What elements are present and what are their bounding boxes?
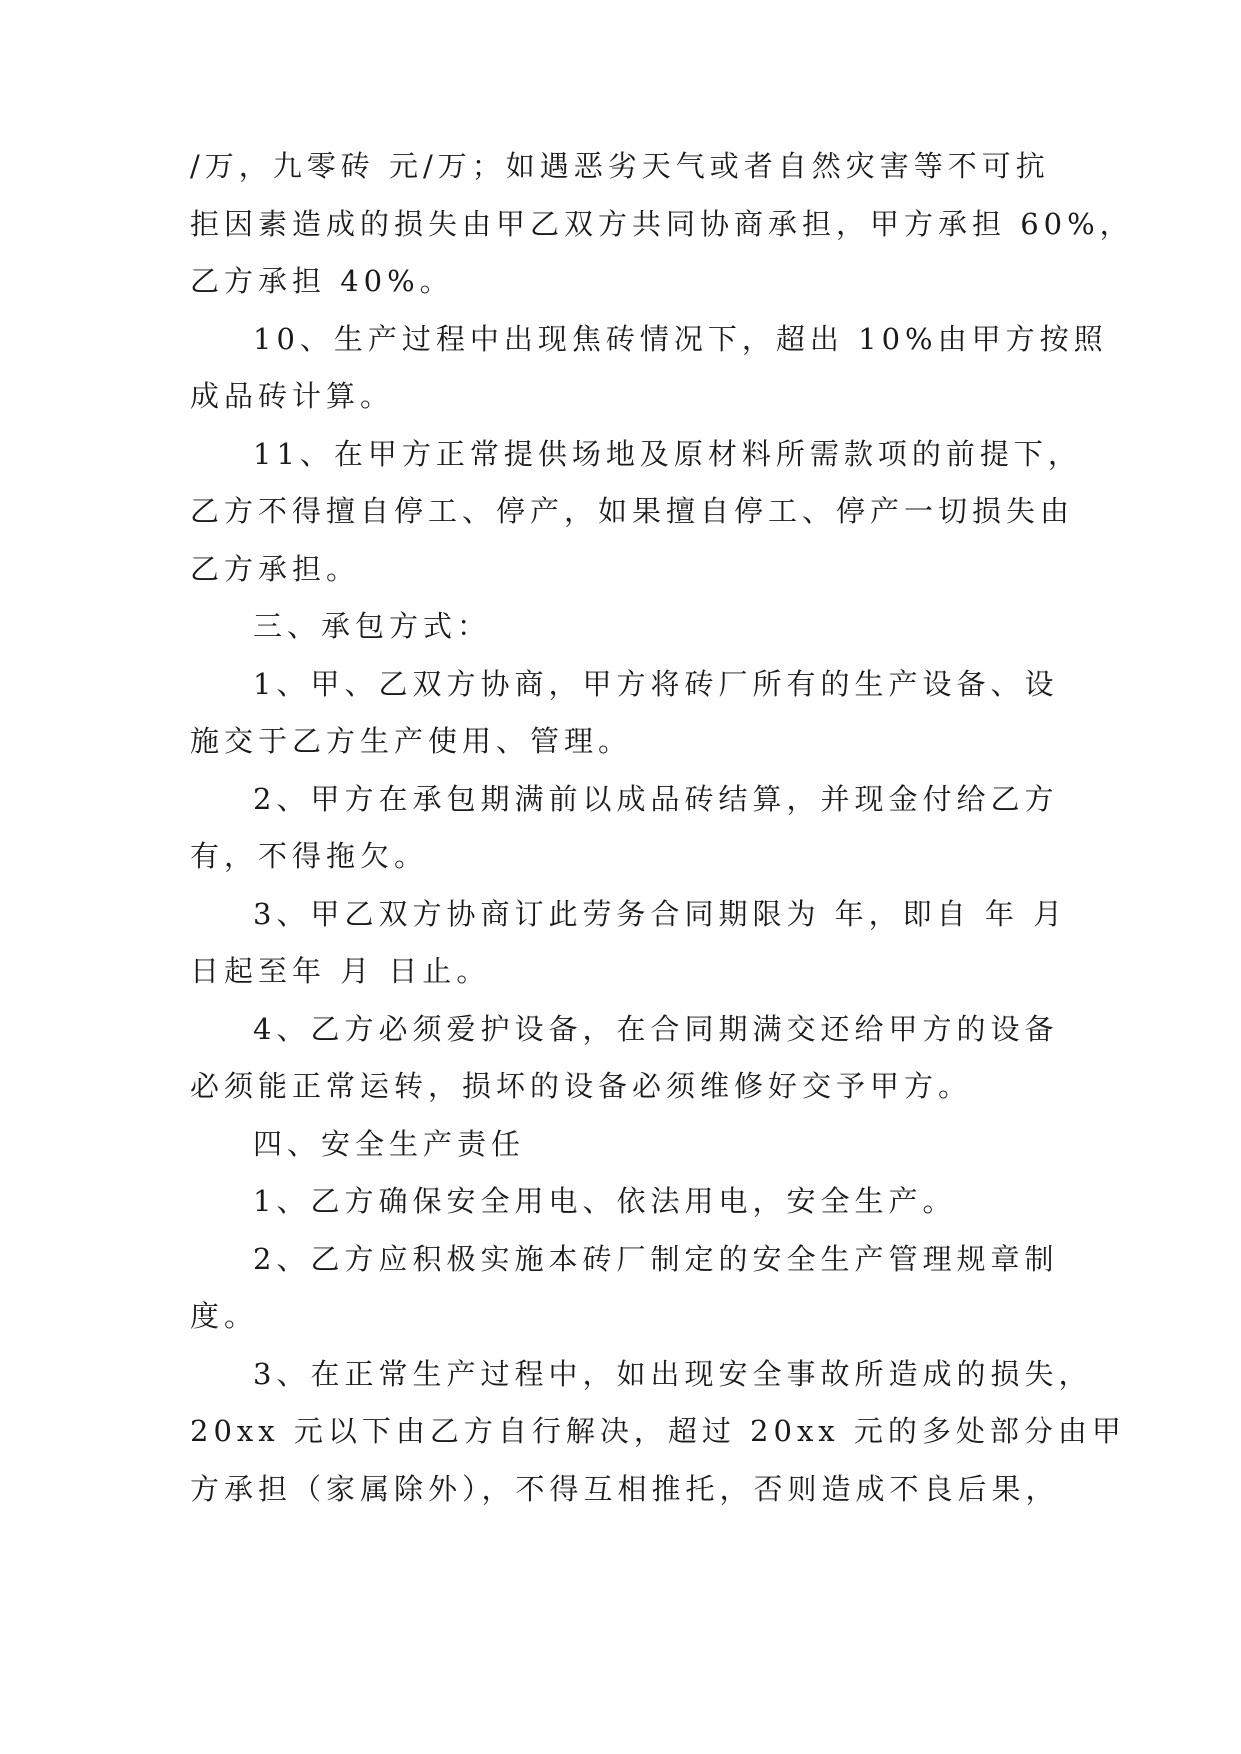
- text-line: 乙方不得擅自停工、停产，如果擅自停工、停产一切损失由: [190, 494, 1075, 528]
- paragraph-start: 10、生产过程中出现焦砖情况下，超出 10%由甲方按照: [253, 322, 1108, 356]
- text-line: /万，九零砖 元/万；如遇恶劣天气或者自然灾害等不可抗: [190, 149, 1050, 183]
- text-line: 度。: [190, 1299, 259, 1333]
- text-line: 成品砖计算。: [190, 379, 395, 413]
- text-line: 20xx 元以下由乙方自行解决，超过 20xx 元的多处部分由甲: [190, 1414, 1126, 1448]
- text-line: 乙方承担。: [190, 552, 361, 586]
- paragraph-start: 1、乙方确保安全用电、依法用电，安全生产。: [253, 1184, 957, 1218]
- text-line: 必须能正常运转，损坏的设备必须维修好交予甲方。: [190, 1069, 973, 1103]
- text-line: 拒因素造成的损失由甲乙双方共同协商承担，甲方承担 60%，: [190, 207, 1134, 241]
- paragraph-start: 11、在甲方正常提供场地及原材料所需款项的前提下，: [253, 437, 1082, 471]
- text-line: 施交于乙方生产使用、管理。: [190, 724, 633, 758]
- text-line: 乙方承担 40%。: [190, 264, 454, 298]
- text-line: 有，不得拖欠。: [190, 839, 429, 873]
- section-heading: 三、承包方式：: [253, 609, 492, 643]
- paragraph-start: 3、在正常生产过程中，如出现安全事故所造成的损失，: [253, 1357, 1093, 1391]
- text-line: 方承担（家属除外），不得互相推托，否则造成不良后果，: [190, 1472, 1060, 1506]
- section-heading: 四、安全生产责任: [253, 1127, 526, 1161]
- paragraph-start: 2、甲方在承包期满前以成品砖结算，并现金付给乙方: [253, 782, 1059, 816]
- text-line: 日起至年 月 日止。: [190, 954, 491, 988]
- paragraph-start: 1、甲、乙双方协商，甲方将砖厂所有的生产设备、设: [253, 667, 1059, 701]
- paragraph-start: 3、甲乙双方协商订此劳务合同期限为 年，即自 年 月: [253, 897, 1068, 931]
- paragraph-start: 4、乙方必须爱护设备，在合同期满交还给甲方的设备: [253, 1012, 1059, 1046]
- paragraph-start: 2、乙方应积极实施本砖厂制定的安全生产管理规章制: [253, 1242, 1059, 1276]
